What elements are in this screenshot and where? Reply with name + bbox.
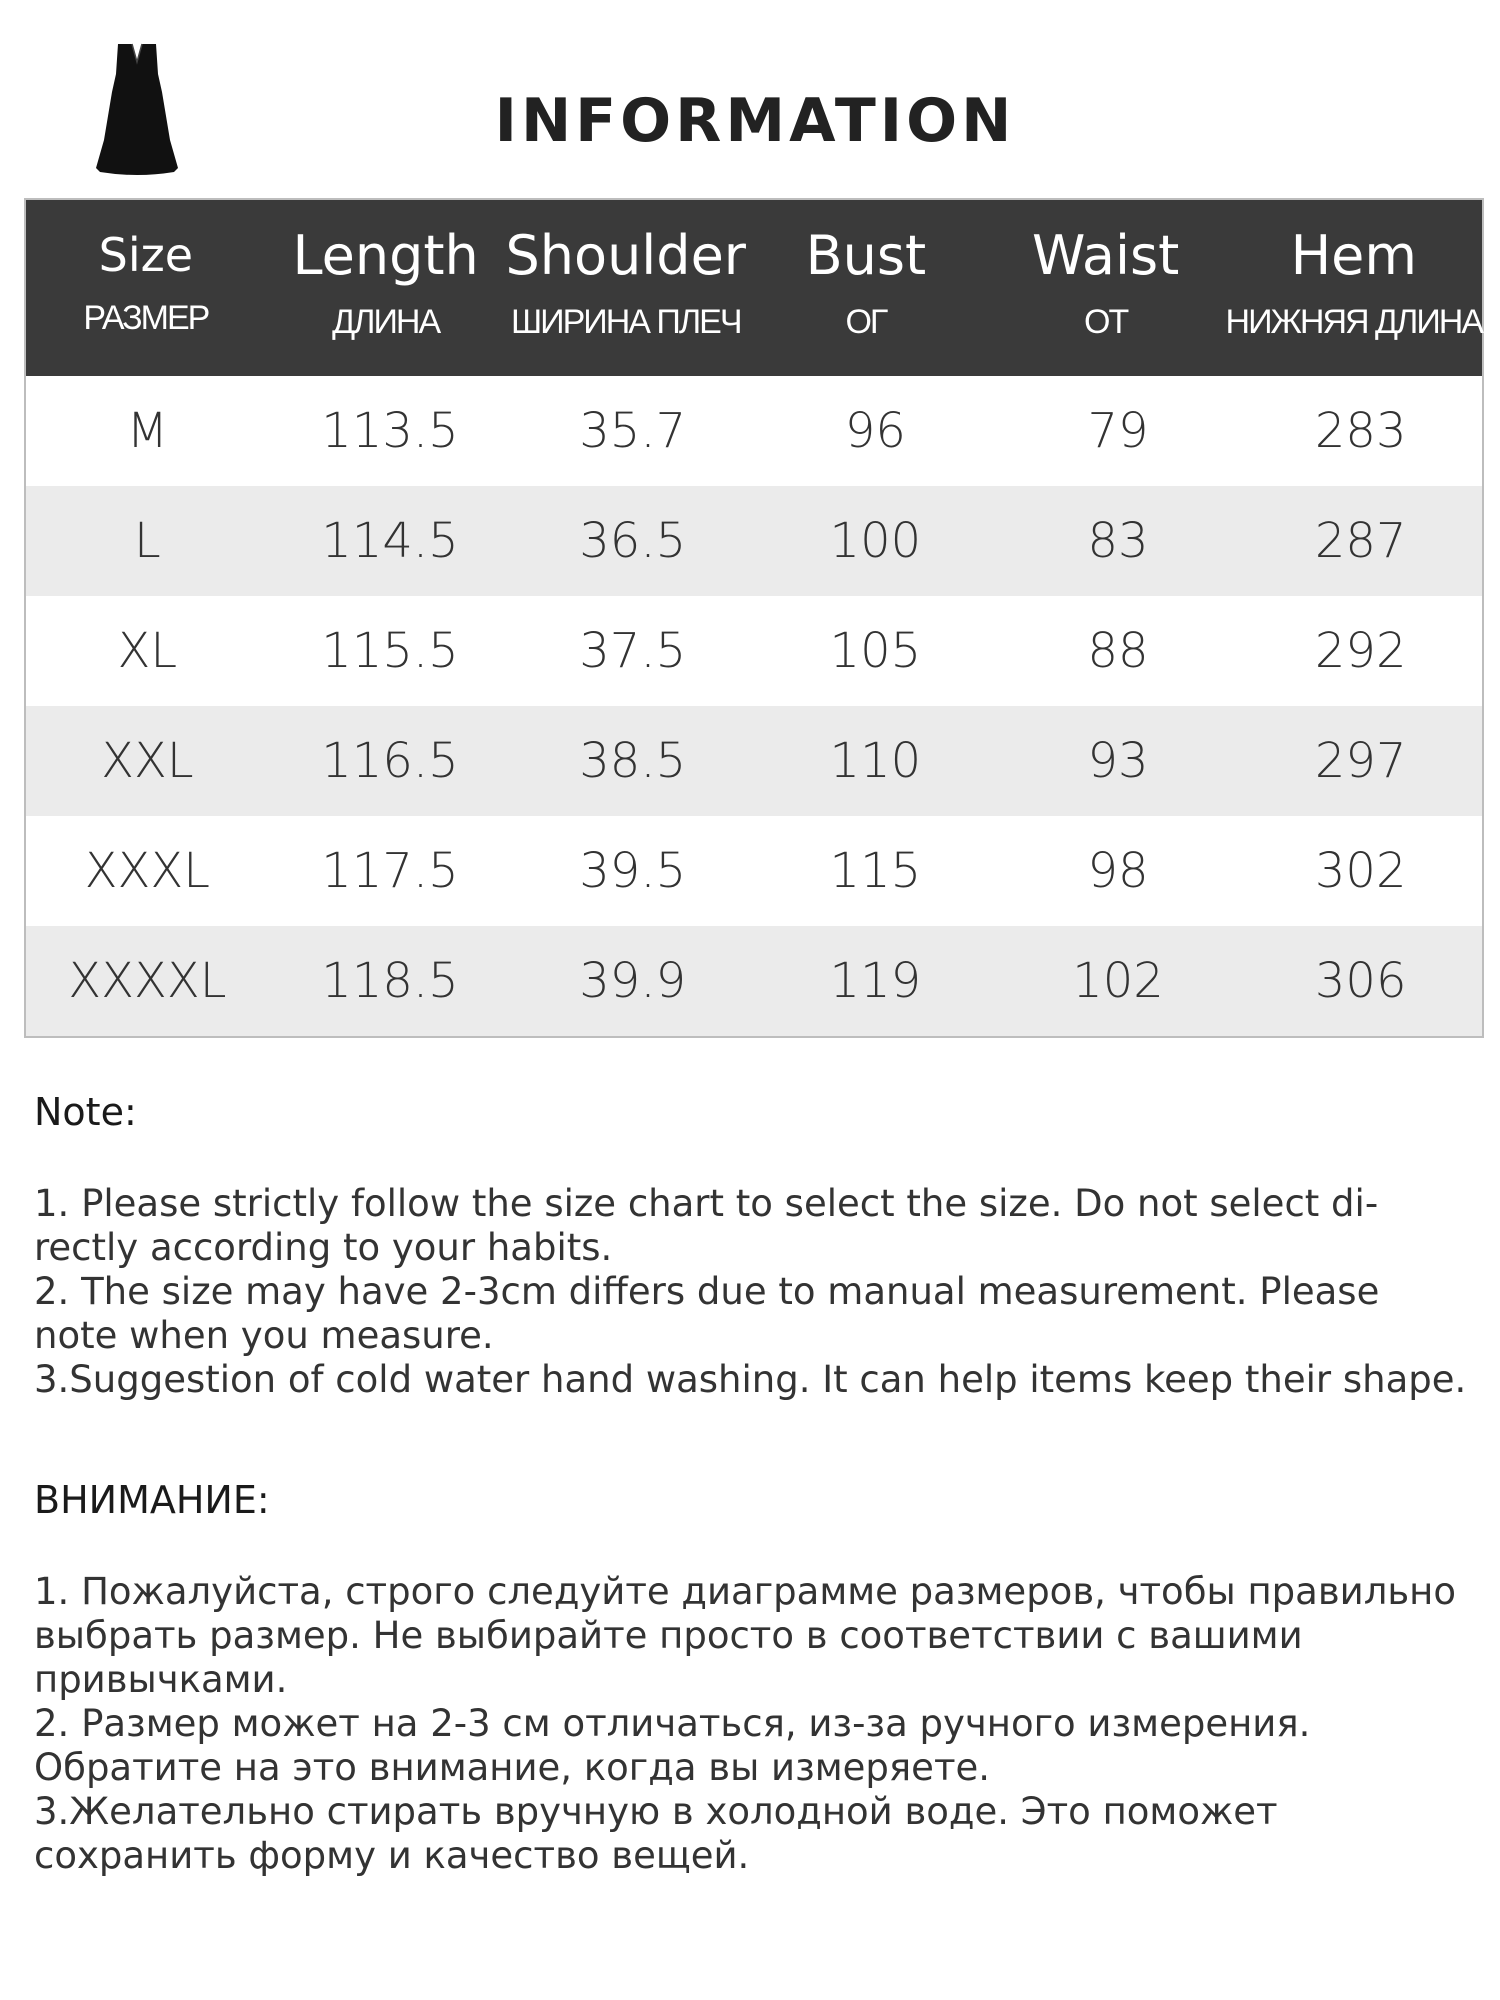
note-item: 1. Please strictly follow the size chart to select the size. Do not select di-rectly according to your habits.	[34, 1182, 1379, 1269]
cell-hem: 297	[1314, 733, 1407, 789]
cell-waist: 98	[1087, 843, 1149, 899]
cell-length: 114.5	[321, 513, 459, 569]
table-row	[26, 706, 1482, 816]
cell-size: XXXL	[84, 843, 211, 899]
cell-bust: 115	[829, 843, 922, 899]
note-list	[34, 1182, 1474, 1402]
header-size	[26, 200, 266, 376]
cell-length: 116.5	[321, 733, 459, 789]
cell-size: XXL	[101, 733, 194, 789]
header-label: Hem	[1290, 224, 1417, 287]
cell-length: 118.5	[321, 953, 459, 1009]
cell-hem: 302	[1314, 843, 1407, 899]
cell-shoulder: 39.9	[579, 953, 687, 1009]
cell-hem: 292	[1314, 623, 1407, 679]
cell-size: M	[126, 403, 169, 459]
cell-bust: 100	[829, 513, 922, 569]
table-row	[26, 926, 1482, 1036]
cell-waist: 93	[1087, 733, 1149, 789]
note-heading: ВНИМАНИЕ:	[34, 1478, 270, 1522]
header-sublabel: ДЛИНА	[332, 303, 440, 342]
table-header	[26, 200, 1482, 376]
header-shoulder	[506, 200, 746, 376]
cell-shoulder: 36.5	[579, 513, 687, 569]
header-label: Bust	[805, 224, 927, 287]
note-item: 1. Пожалуйста, строго следуйте диаграмме размеров, чтобы правильно выбрать размер. Не выбирайте просто в соответствии с вашими привычками.	[34, 1570, 1456, 1701]
cell-hem: 283	[1314, 403, 1407, 459]
cell-bust: 110	[829, 733, 922, 789]
header-hem	[1226, 200, 1483, 376]
cell-shoulder: 39.5	[579, 843, 687, 899]
header-label: Size	[98, 228, 194, 282]
cell-shoulder: 37.5	[579, 623, 687, 679]
header-label: Shoulder	[505, 224, 746, 287]
note-heading: Note:	[34, 1090, 137, 1134]
table-row	[26, 816, 1482, 926]
notes-section	[34, 1090, 1474, 1878]
note-item: 3.Suggestion of cold water hand washing. It can help items keep their shape.	[34, 1358, 1467, 1401]
header-label: Length	[292, 224, 479, 287]
cell-waist: 83	[1087, 513, 1149, 569]
table-row	[26, 596, 1482, 706]
cell-bust: 96	[844, 403, 906, 459]
cell-waist: 79	[1087, 403, 1149, 459]
cell-hem: 287	[1314, 513, 1407, 569]
cell-shoulder: 38.5	[579, 733, 687, 789]
header-sublabel: ОГ	[845, 303, 887, 342]
cell-bust: 105	[829, 623, 922, 679]
header-label: Waist	[1031, 224, 1180, 287]
cell-shoulder: 35.7	[579, 403, 687, 459]
size-chart-table	[24, 198, 1484, 1038]
header-length	[266, 200, 506, 376]
cell-waist: 102	[1072, 953, 1164, 1009]
cell-length: 113.5	[321, 403, 459, 459]
cell-size: L	[133, 513, 161, 569]
note-item: 2. Размер может на 2-3 см отличаться, из-за ручного измерения. Обратите на это внимание, когда вы измеряете.	[34, 1702, 1311, 1789]
page-title: INFORMATION	[494, 86, 1016, 156]
note-list	[34, 1570, 1474, 1878]
header-sublabel: РАЗМЕР	[83, 298, 209, 337]
cell-hem: 306	[1314, 953, 1407, 1009]
header-sublabel: ОТ	[1084, 303, 1128, 342]
note-item: 3.Желательно стирать вручную в холодной воде. Это поможет сохранить форму и качество вещей.	[34, 1790, 1278, 1877]
cell-size: XL	[117, 623, 178, 679]
cell-size: XXXXL	[68, 953, 227, 1009]
cell-waist: 88	[1087, 623, 1149, 679]
notes-russian	[34, 1478, 1474, 1878]
cell-bust: 119	[829, 953, 922, 1009]
header-sublabel: ШИРИНА ПЛЕЧ	[511, 303, 741, 342]
note-item: 2. The size may have 2-3cm differs due to manual measurement. Please note when you measure.	[34, 1270, 1380, 1357]
header-sublabel: НИЖНЯЯ ДЛИНА	[1225, 303, 1483, 342]
header-bust	[746, 200, 986, 376]
cell-length: 117.5	[321, 843, 459, 899]
notes-english	[34, 1090, 1474, 1402]
header-waist	[986, 200, 1226, 376]
cell-length: 115.5	[321, 623, 459, 679]
table-row	[26, 376, 1482, 486]
table-row	[26, 486, 1482, 596]
